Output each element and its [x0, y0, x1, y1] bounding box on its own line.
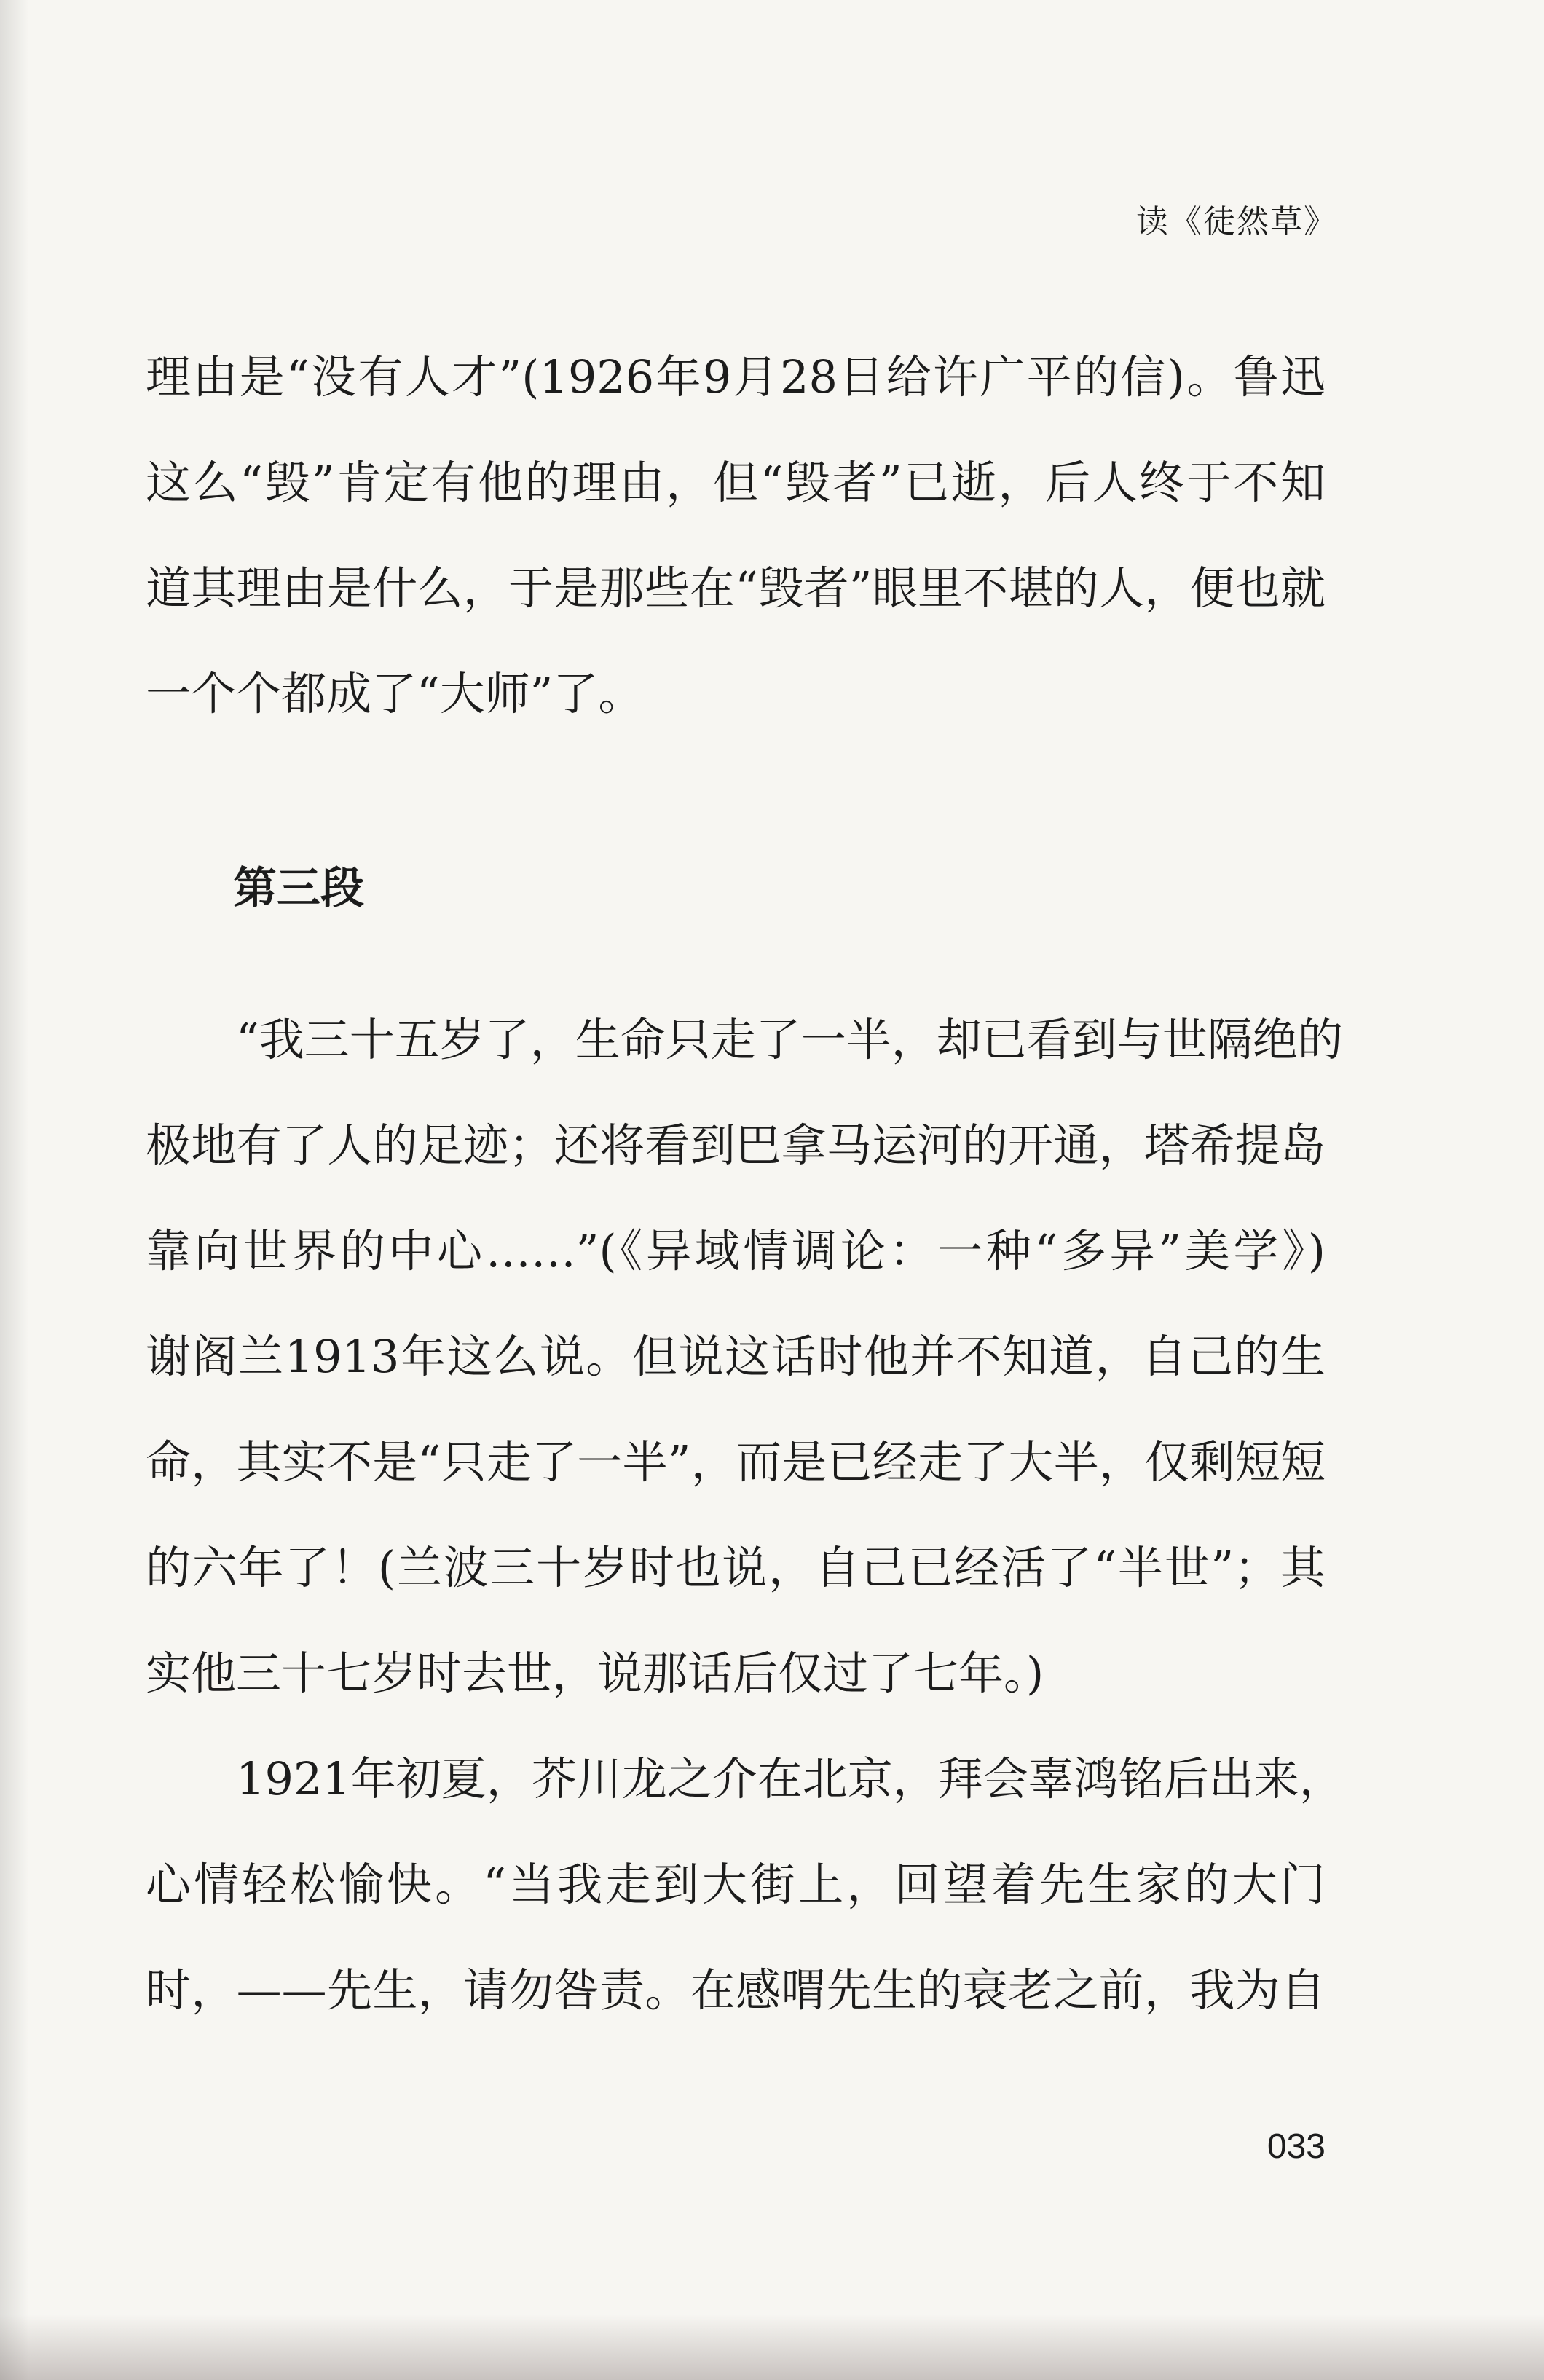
text-line: 1921年初夏，芥川龙之介在北京，拜会辜鸿铭后出来， — [236, 1752, 1344, 1805]
text-line: 这么“毁”肯定有他的理由，但“毁者”已逝，后人终于不知 — [146, 456, 1326, 509]
page-bottom-edge — [0, 2314, 1544, 2380]
text-line: “我三十五岁了，生命只走了一半，却已看到与世隔绝的 — [236, 1013, 1343, 1066]
page-edge-shadow — [0, 0, 29, 2380]
text-line: 时，——先生，请勿咎责。在感喟先生的衰老之前，我为自 — [146, 1963, 1326, 2017]
text-line: 命，其实不是“只走了一半”，而是已经走了大半，仅剩短短 — [146, 1435, 1326, 1489]
text-line: 极地有了人的足迹；还将看到巴拿马运河的开通，塔希提岛 — [146, 1119, 1326, 1172]
running-header: 读《徒然草》 — [1136, 203, 1337, 240]
text-line: 理由是“没有人才”(1926年9月28日给许广平的信)。鲁迅 — [146, 350, 1326, 403]
paragraph-1 — [146, 987, 1343, 1726]
text-line: 靠向世界的中心……”(《异域情调论：一种“多异”美学》) — [146, 1224, 1326, 1277]
top-paragraph — [146, 324, 1326, 746]
top-paragraph-block — [146, 324, 1326, 746]
text-line: 道其理由是什么，于是那些在“毁者”眼里不堪的人，便也就 — [146, 561, 1326, 615]
paragraph-2 — [146, 1726, 1344, 2043]
text-line: 心情轻松愉快。“当我走到大街上，回望着先生家的大门 — [146, 1858, 1326, 1911]
main-text-block — [146, 987, 1344, 2043]
text-line: 实他三十七岁时去世，说那话后仅过了七年。) — [146, 1647, 1044, 1700]
page-number: 033 — [1267, 2127, 1326, 2166]
text-line: 的六年了！(兰波三十岁时也说，自己已经活了“半世”；其 — [146, 1541, 1326, 1594]
text-line: 谢阁兰1913年这么说。但说这话时他并不知道，自己的生 — [146, 1330, 1326, 1383]
section-heading: 第三段 — [233, 863, 364, 914]
text-line: 一个个都成了“大师”了。 — [146, 667, 644, 720]
